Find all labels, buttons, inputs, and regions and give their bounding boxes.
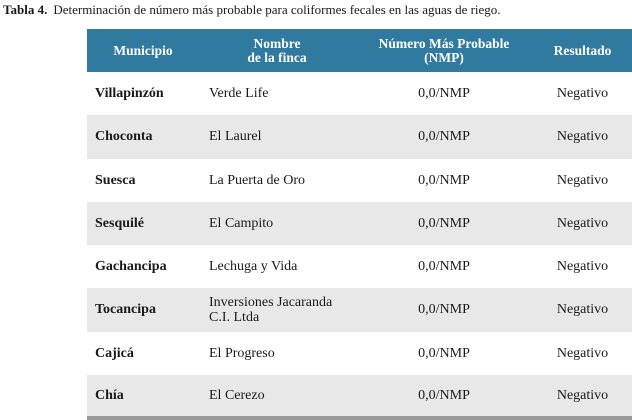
cell-finca-line1: El Cerezo: [209, 387, 265, 403]
cell-nmp: 0,0/NMP: [355, 288, 533, 331]
coliform-results-table: [87, 29, 632, 420]
header-nmp: [355, 29, 533, 72]
cell-resultado: Negativo: [533, 375, 632, 418]
cell-resultado: Negativo: [533, 202, 632, 245]
cell-municipio: Villapinzón: [87, 72, 199, 115]
cell-municipio: Gachancipa: [87, 245, 199, 288]
cell-finca: [199, 245, 355, 288]
header-finca-line2: de la finca: [247, 49, 307, 65]
header-finca: [199, 29, 355, 72]
header-resultado: Resultado: [533, 29, 632, 72]
cell-nmp: 0,0/NMP: [355, 245, 533, 288]
cell-finca: [199, 72, 355, 115]
cell-finca-line1: Inversiones Jacaranda: [209, 294, 333, 310]
cell-nmp: 0,0/NMP: [355, 72, 533, 115]
cell-finca-line2: C.I. Ltda: [209, 309, 260, 325]
cell-municipio: Tocancipa: [87, 288, 199, 331]
cell-resultado: Negativo: [533, 159, 632, 202]
cell-finca: [199, 115, 355, 158]
cell-nmp: 0,0/NMP: [355, 332, 533, 375]
cell-finca-line1: El Laurel: [209, 129, 262, 145]
table-caption: [3, 2, 501, 18]
cell-nmp: 0,0/NMP: [355, 159, 533, 202]
table-row: [87, 375, 632, 418]
cell-municipio: Chía: [87, 375, 199, 418]
cell-municipio: Choconta: [87, 115, 199, 158]
cell-resultado: Negativo: [533, 332, 632, 375]
cell-resultado: Negativo: [533, 72, 632, 115]
cell-resultado: Negativo: [533, 245, 632, 288]
table-row: [87, 202, 632, 245]
header-nmp-line1: Número Más Probable: [378, 35, 510, 51]
table-row: [87, 72, 632, 115]
table-row: [87, 115, 632, 158]
cell-municipio: Suesca: [87, 159, 199, 202]
cell-finca: [199, 288, 355, 331]
header-finca-line1: Nombre: [253, 35, 301, 51]
table-row: [87, 159, 632, 202]
cell-nmp: 0,0/NMP: [355, 115, 533, 158]
table-body: [87, 72, 632, 418]
cell-nmp: 0,0/NMP: [355, 202, 533, 245]
cell-finca-line1: El Campito: [209, 215, 274, 231]
cell-finca-line1: Verde Life: [209, 86, 269, 102]
cell-finca: [199, 332, 355, 375]
cell-finca: [199, 202, 355, 245]
table-row: [87, 332, 632, 375]
table-header: [87, 29, 632, 72]
cell-finca-line1: Lechuga y Vida: [209, 259, 298, 275]
cell-municipio: Sesquilé: [87, 202, 199, 245]
cell-finca: [199, 159, 355, 202]
cell-resultado: Negativo: [533, 288, 632, 331]
cell-finca: [199, 375, 355, 418]
caption-label: Tabla 4.: [3, 2, 48, 17]
cell-nmp: 0,0/NMP: [355, 375, 533, 418]
table-row: [87, 245, 632, 288]
cell-resultado: Negativo: [533, 115, 632, 158]
cell-municipio: Cajicá: [87, 332, 199, 375]
table-row: [87, 288, 632, 331]
cell-finca-line1: La Puerta de Oro: [209, 172, 306, 188]
header-nmp-line2: (NMP): [424, 49, 464, 65]
header-municipio: Municipio: [87, 29, 199, 72]
header-row: [87, 29, 632, 72]
cell-finca-line1: El Progreso: [209, 345, 275, 361]
caption-text: Determinación de número más probable para coliformes fecales en las aguas de riego.: [53, 2, 501, 17]
